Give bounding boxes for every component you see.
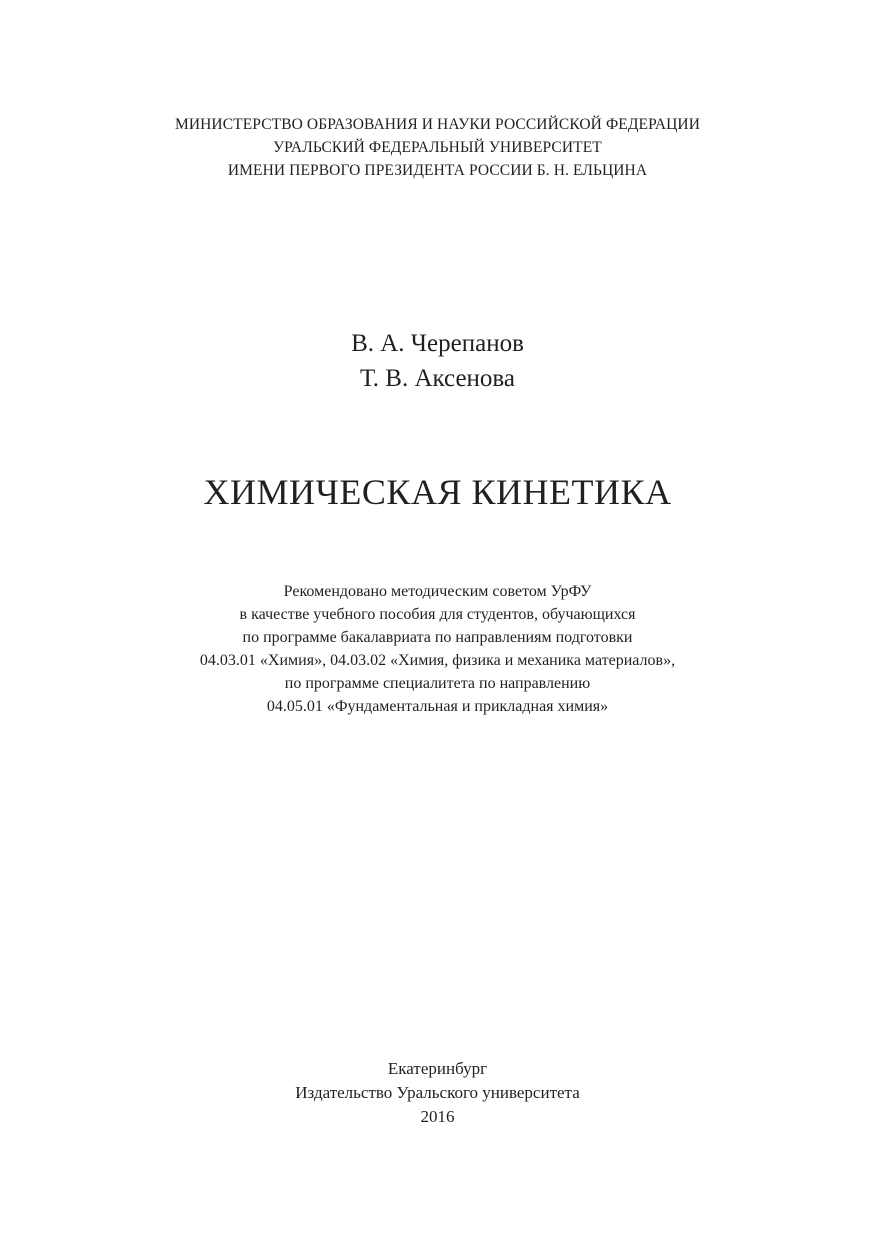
- recommendation-line: 04.05.01 «Фундаментальная и прикладная химия»: [266, 698, 609, 715]
- imprint: [0, 1057, 875, 1129]
- authors: [0, 326, 875, 396]
- author-name: Т. В. Аксенова: [360, 365, 515, 392]
- recommendation-line: по программе бакалавриата по направлениям подготовки: [242, 629, 633, 646]
- recommendation-line: по программе специалитета по направлению: [284, 675, 591, 692]
- book-title: [0, 470, 875, 514]
- imprint-year: 2016: [420, 1107, 455, 1126]
- recommendation-line: в качестве учебного пособия для студентов, обучающихся: [239, 606, 636, 623]
- institution-header: [0, 113, 875, 182]
- author-name: В. А. Черепанов: [351, 330, 524, 357]
- ministry-line: МИНИСТЕРСТВО ОБРАЗОВАНИЯ И НАУКИ РОССИЙСКОЙ ФЕДЕРАЦИИ: [174, 116, 701, 133]
- recommendation-note: [0, 580, 875, 718]
- recommendation-line: Рекомендовано методическим советом УрФУ: [283, 583, 592, 600]
- book-title-text: ХИМИЧЕСКАЯ КИНЕТИКА: [203, 472, 672, 512]
- university-name-line: ИМЕНИ ПЕРВОГО ПРЕЗИДЕНТА РОССИИ Б. Н. ЕЛЬЦИНА: [227, 162, 648, 179]
- imprint-city: Екатеринбург: [387, 1059, 488, 1078]
- imprint-publisher: Издательство Уральского университета: [295, 1083, 580, 1102]
- recommendation-line: 04.03.01 «Химия», 04.03.02 «Химия, физика и механика материалов»,: [199, 652, 676, 669]
- university-line: УРАЛЬСКИЙ ФЕДЕРАЛЬНЫЙ УНИВЕРСИТЕТ: [273, 139, 602, 156]
